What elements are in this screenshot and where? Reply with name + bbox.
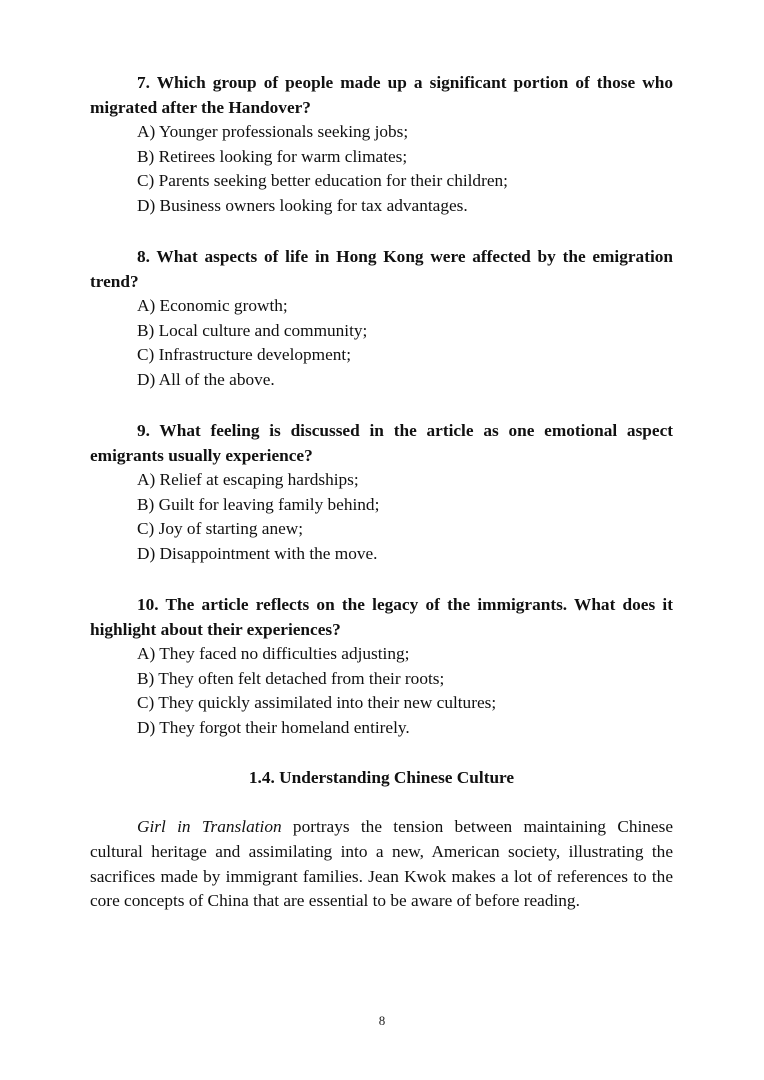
question-text: 7. Which group of people made up a significant portion of those who migrated after the Handover? [90,73,673,117]
answer-option-c: C) They quickly assimilated into their new cultures; [137,693,497,713]
answer-option-b: B) Retirees looking for warm climates; [137,146,408,166]
answer-option-b: B) They often felt detached from their roots; [137,668,445,688]
book-title: Girl in Translation [137,817,282,836]
answer-option-b: B) Guilt for leaving family behind; [137,494,380,514]
answer-option-d: D) They forgot their homeland entirely. [137,717,410,737]
answer-option-b: B) Local culture and community; [137,320,368,340]
answer-option-c: C) Joy of starting anew; [137,519,304,539]
answer-option-a: A) Younger professionals seeking jobs; [137,122,409,141]
question-text: 8. What aspects of life in Hong Kong were affected by the emigration trend? [90,247,673,291]
answer-option-a: A) Relief at escaping hardships; [137,470,359,489]
answer-option-c: C) Parents seeking better education for their children; [137,171,508,191]
answer-option-c: C) Infrastructure development; [137,345,352,365]
question-9 [90,418,673,566]
answer-option-a: A) Economic growth; [137,296,288,315]
answer-option-d: D) Business owners looking for tax advantages. [137,195,468,215]
answer-option-d: D) Disappointment with the move. [137,543,378,563]
question-7 [90,70,673,218]
paragraph-body: portrays the tension between maintaining Chinese cultural heritage and assimilating into a new, American society, illustrating the sacrifices made by immigrant families. Jean Kwok makes a lot of references to the core concepts of China that are essential to be aware of before reading. [90,817,673,911]
question-8 [90,244,673,392]
answer-option-d: D) All of the above. [137,369,275,389]
section-paragraph [90,815,673,914]
question-10 [90,592,673,740]
page-number: 8 [378,1013,386,1028]
question-text: 9. What feeling is discussed in the article as one emotional aspect emigrants usually experience? [90,421,673,465]
answer-option-a: A) They faced no difficulties adjusting; [137,644,410,663]
section-heading: 1.4. Understanding Chinese Culture [248,768,515,787]
question-text: 10. The article reflects on the legacy of the immigrants. What does it highlight about their experiences? [90,595,673,639]
